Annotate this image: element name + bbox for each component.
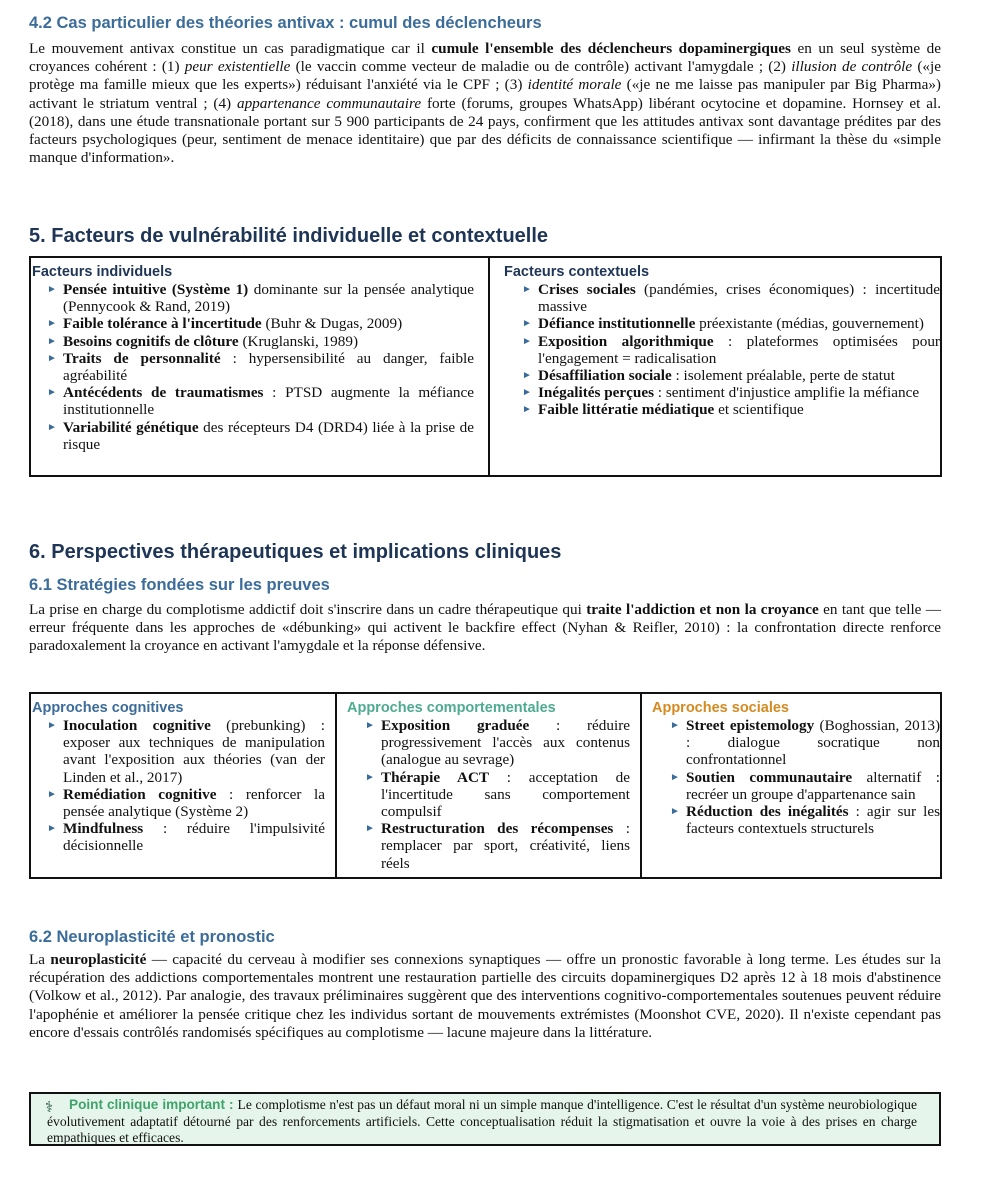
section-6-2-title: 6.2 Neuroplasticité et pronostic bbox=[29, 928, 275, 946]
list-item: ► Faible tolérance à l'incertitude (Buhr & Dugas, 2009) bbox=[47, 315, 403, 333]
behavioral-approaches-column bbox=[335, 694, 640, 877]
list-item: ► Antécédents de traumatismes : PTSD augmente la méfiance institutionnelle bbox=[47, 384, 474, 419]
bullet-arrow-icon: ► bbox=[47, 823, 57, 835]
bullet-arrow-icon: ► bbox=[47, 352, 57, 364]
contextual-factors-header: Facteurs contextuels bbox=[504, 264, 650, 280]
bullet-arrow-icon: ► bbox=[670, 720, 680, 731]
clinical-point-callout bbox=[29, 1092, 941, 1146]
cognitive-approaches-list bbox=[31, 717, 335, 855]
list-item: ► Variabilité génétique des récepteurs D4 (DRD4) liée à la prise de risque bbox=[47, 418, 474, 453]
list-item: ► Soutien communautaire alternatif : recréer un groupe d'appartenance sain bbox=[670, 768, 940, 803]
list-item: ► Faible littératie médiatique et scientifique bbox=[522, 401, 804, 419]
list-item: ► Défiance institutionnelle préexistante (médias, gouvernement) bbox=[522, 315, 924, 333]
social-approaches-list bbox=[642, 717, 940, 837]
section-6-title: 6. Perspectives thérapeutiques et implications cliniques bbox=[29, 541, 562, 563]
behavioral-approaches-header: Approches comportementales bbox=[347, 700, 556, 716]
bullet-arrow-icon: ► bbox=[47, 284, 57, 295]
section-6-1-paragraph: La prise en charge du complotisme addictif doit s'inscrire dans un cadre thérapeutique qui traite l'addiction et non la croyance en tant que telle — erreur fréquente dans les approches de «débunking» qui activent le backfire effect (Nyhan & Reifler, 2010) : la confrontation directe renforce paradoxalement la croyance en activant l'amygdale et la réponse défensive. bbox=[29, 601, 941, 655]
bullet-arrow-icon: ► bbox=[365, 720, 375, 731]
section-6-2-paragraph: La neuroplasticité — capacité du cerveau à modifier ses connexions synaptiques — offre un pronostic favorable à long terme. Les études sur la récupération des addictions comportementales montrent une restauration partielle des circuits dopaminergiques D2 après 12 à 18 mois d'abstinence (Volkow et al., 2012). Par analogie, des travaux préliminaires suggèrent que des interventions cognitivo-comportementales soutenues peuvent réduire l'apophénie et améliorer la pensée critique chez les individus sortant de mouvements extrémistes (Moonshot CVE, 2020). Il n'existe cependant pas encore d'essais contrôlés randomisés spécifiques au complotisme — lacune majeure dans la littérature. bbox=[29, 951, 941, 1041]
bullet-arrow-icon: ► bbox=[47, 335, 57, 347]
section-5-title: 5. Facteurs de vulnérabilité individuelle et contextuelle bbox=[29, 225, 549, 247]
bullet-arrow-icon: ► bbox=[670, 806, 680, 818]
clinical-point-label: Point clinique important bbox=[69, 1097, 226, 1112]
list-item: ► Désaffiliation sociale : isolement préalable, perte de statut bbox=[522, 367, 895, 385]
bullet-arrow-icon: ► bbox=[522, 404, 532, 416]
list-item: ► Traits de personnalité : hypersensibilité au danger, faible agréabilité bbox=[47, 349, 474, 385]
bullet-arrow-icon: ► bbox=[522, 335, 532, 347]
list-item: ► Besoins cognitifs de clôture (Kruglanski, 1989) bbox=[47, 332, 359, 350]
bullet-arrow-icon: ► bbox=[47, 387, 57, 399]
bullet-arrow-icon: ► bbox=[522, 387, 532, 399]
list-item: ► Inégalités perçues : sentiment d'injustice amplifie la méfiance bbox=[522, 384, 920, 402]
list-item: ► Pensée intuitive (Système 1) dominante sur la pensée analytique (Pennycook & Rand, 2019) bbox=[47, 281, 474, 316]
vulnerability-factors-table bbox=[29, 256, 942, 477]
bullet-arrow-icon: ► bbox=[522, 318, 532, 330]
list-item: ► Mindfulness : réduire l'impulsivité décisionnelle bbox=[47, 820, 325, 855]
individual-factors-list bbox=[31, 281, 488, 453]
behavioral-approaches-list bbox=[337, 717, 640, 872]
contextual-factors-column bbox=[488, 258, 940, 475]
cognitive-approaches-header: Approches cognitives bbox=[32, 700, 184, 716]
social-approaches-column bbox=[640, 694, 940, 877]
bullet-arrow-icon: ► bbox=[365, 771, 375, 783]
bullet-arrow-icon: ► bbox=[522, 284, 532, 295]
list-item: ► Réduction des inégalités : agir sur les facteurs contextuels structurels bbox=[670, 803, 940, 838]
social-approaches-header: Approches sociales bbox=[652, 700, 789, 716]
bullet-arrow-icon: ► bbox=[47, 421, 57, 433]
list-item: ► Restructuration des récompenses : remplacer par sport, créativité, liens réels bbox=[365, 820, 630, 872]
therapeutic-approaches-table bbox=[29, 692, 942, 879]
list-item: ► Exposition graduée : réduire progressivement l'accès aux contenus (analogue au sevrage) bbox=[365, 717, 630, 769]
section-4-2-paragraph: Le mouvement antivax constitue un cas paradigmatique car il cumule l'ensemble des déclencheurs dopaminergiques en un seul système de croyances cohérent : (1) peur existentielle (le vaccin comme vecteur de maladie ou de contrôle) activant l'amygdale ; (2) illusion de contrôle («je protège ma famille mieux que les experts») réduisant l'anxiété via le CPF ; (3) identité morale («je ne me laisse pas manipuler par Big Pharma») activant le striatum ventral ; (4) appartenance communautaire forte (forums, groupes WhatsApp) libérant ocytocine et dopamine. Hornsey et al. (2018), dans une étude transnationale portant sur 5 900 participants de 24 pays, confirment que les attitudes antivax sont davantage prédites par des facteurs psychologiques (peur, sentiment de menace identitaire) que par des déficits de connaissance scientifique — infirmant la thèse du «simple manque d'information». bbox=[29, 40, 941, 167]
bullet-arrow-icon: ► bbox=[365, 823, 375, 835]
list-item: ► Street epistemology (Boghossian, 2013) : dialogue socratique non confrontationnel bbox=[670, 717, 941, 769]
bullet-arrow-icon: ► bbox=[47, 788, 57, 800]
contextual-factors-list bbox=[490, 281, 940, 419]
cognitive-approaches-column bbox=[31, 694, 335, 877]
bullet-arrow-icon: ► bbox=[522, 370, 532, 382]
list-item: ► Remédiation cognitive : renforcer la pensée analytique (Système 2) bbox=[47, 785, 326, 821]
individual-factors-header: Facteurs individuels bbox=[32, 264, 173, 280]
caduceus-icon: ⚕ bbox=[45, 1100, 54, 1116]
list-item: ► Thérapie ACT : acceptation de l'incertitude sans comportement compulsif bbox=[365, 768, 630, 821]
list-item: ► Crises sociales (pandémies, crises économiques) : incertitude massive bbox=[522, 281, 941, 316]
list-item: ► Exposition algorithmique : plateformes optimisées pour l'engagement = radicalisation bbox=[522, 332, 940, 367]
individual-factors-column bbox=[31, 258, 488, 475]
clinical-point-text: Point clinique important : Le complotisme n'est pas un défaut moral ni un simple manque d'intelligence. C'est le résultat d'un système neurobiologique évolutivement adaptatif détourné par des renforcements artificiels. Cette conceptualisation réduit la stigmatisation et ouvre la voie à des prises en charge empathiques et efficaces. bbox=[47, 1097, 917, 1145]
section-6-1-title: 6.1 Stratégies fondées sur les preuves bbox=[29, 576, 330, 594]
bullet-arrow-icon: ► bbox=[670, 771, 680, 783]
section-4-2-title: 4.2 Cas particulier des théories antivax : cumul des déclencheurs bbox=[29, 14, 542, 32]
bullet-arrow-icon: ► bbox=[47, 318, 57, 330]
list-item: ► Inoculation cognitive (prebunking) : exposer aux techniques de manipulation avant l'exposition aux théories (van der Linden et al., 2017) bbox=[47, 717, 325, 786]
bullet-arrow-icon: ► bbox=[47, 720, 57, 731]
